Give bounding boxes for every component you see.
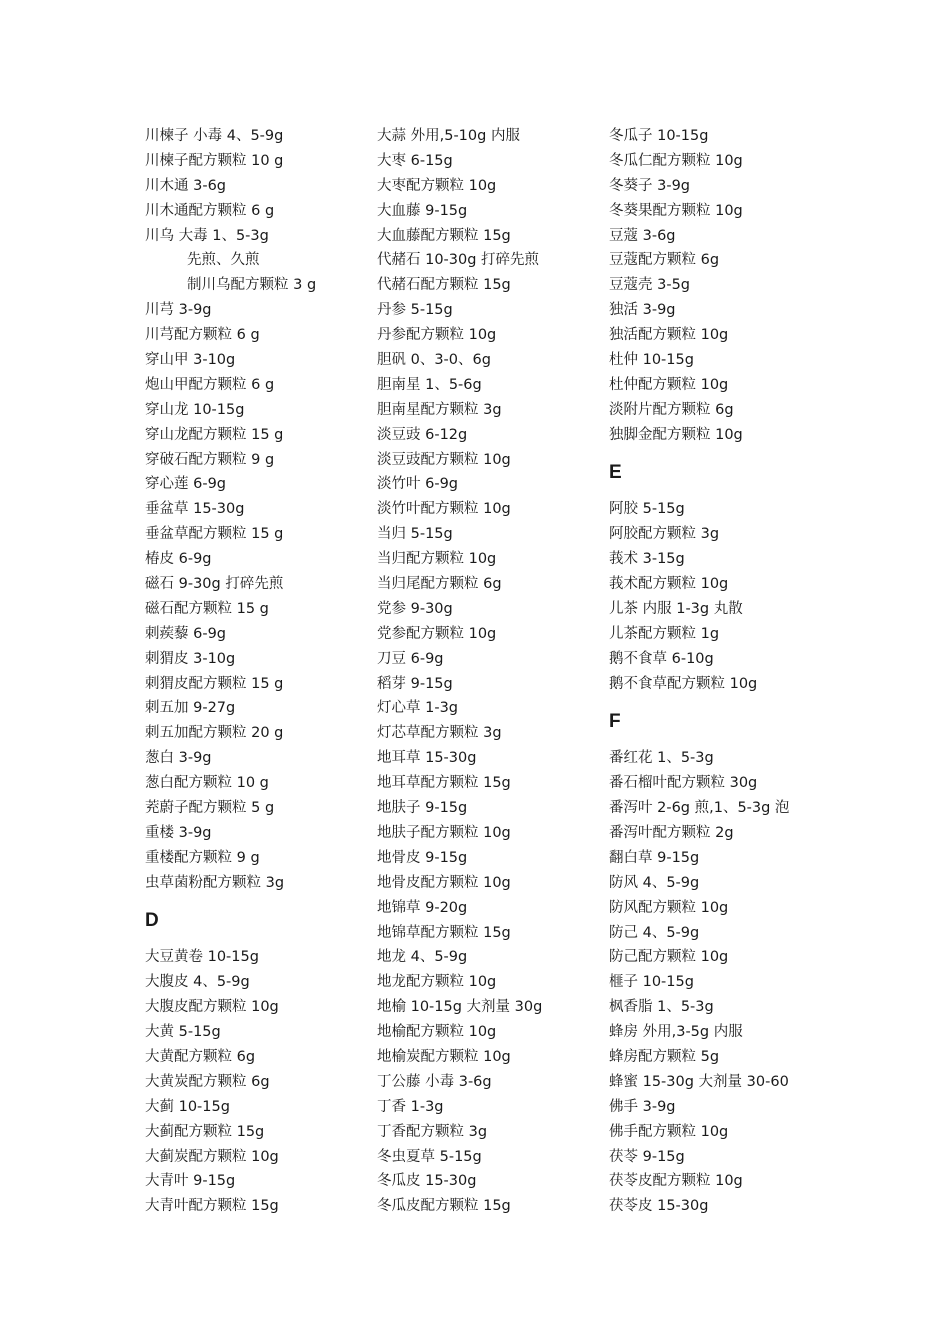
herb-entry: 磁石 9-30g 打碎先煎 (145, 576, 284, 593)
herb-entry: 先煎、久煎 (187, 252, 260, 269)
herb-entry: 穿山龙 10-15g (145, 401, 245, 418)
herb-entry: 垂盆草 15-30g (145, 501, 245, 518)
herb-entry: 地龙 4、5-9g (377, 949, 468, 966)
herb-entry: 大黄配方颗粒 6g (145, 1048, 256, 1065)
column-3 (609, 124, 839, 1219)
section-heading: F (609, 710, 621, 732)
herb-entry: 淡附片配方颗粒 6g (609, 401, 734, 418)
herb-entry: 防己 4、5-9g (609, 924, 700, 941)
herb-entry: 穿心莲 6-9g (145, 476, 226, 493)
herb-entry: 胆南星 1、5-6g (377, 376, 482, 393)
herb-entry: 穿山甲 3-10g (145, 352, 236, 369)
herb-entry: 独脚金配方颗粒 10g (609, 426, 743, 443)
herb-entry: 豆蔻配方颗粒 6g (609, 252, 720, 269)
herb-entry: 重楼配方颗粒 9 g (145, 849, 260, 866)
herb-entry: 虫草菌粉配方颗粒 3g (145, 874, 285, 891)
herb-entry: 冬虫夏草 5-15g (377, 1148, 482, 1165)
herb-entry: 丁香配方颗粒 3g (377, 1123, 488, 1140)
herb-entry: 川木通 3-6g (145, 177, 226, 194)
herb-entry: 蜂房配方颗粒 5g (609, 1048, 720, 1065)
herb-entry: 阿胶配方颗粒 3g (609, 526, 720, 543)
herb-entry: 淡竹叶配方颗粒 10g (377, 501, 511, 518)
herb-entry: 刺五加 9-27g (145, 700, 236, 717)
herb-entry: 代赭石配方颗粒 15g (377, 277, 511, 294)
herb-entry: 防风配方颗粒 10g (609, 899, 729, 916)
herb-entry: 党参 9-30g (377, 600, 453, 617)
herb-entry: 大青叶 9-15g (145, 1173, 236, 1190)
herb-entry: 独活配方颗粒 10g (609, 327, 729, 344)
herb-entry: 蜂房 外用,3-5g 内服 (609, 1024, 743, 1041)
herb-entry: 川乌 大毒 1、5-3g (145, 227, 269, 244)
herb-entry: 番泻叶配方颗粒 2g (609, 824, 734, 841)
herb-entry: 冬瓜仁配方颗粒 10g (609, 152, 743, 169)
herb-entry: 地榆配方颗粒 10g (377, 1024, 497, 1041)
herb-entry: 茺蔚子配方颗粒 5 g (145, 800, 275, 817)
herb-entry: 冬瓜皮 15-30g (377, 1173, 477, 1190)
herb-entry: 番红花 1、5-3g (609, 750, 714, 767)
herb-entry: 地龙配方颗粒 10g (377, 974, 497, 991)
herb-entry: 穿破石配方颗粒 9 g (145, 451, 275, 468)
herb-entry: 地榆 10-15g 大剂量 30g (377, 999, 543, 1016)
herb-entry: 川木通配方颗粒 6 g (145, 202, 275, 219)
herb-entry: 莪术 3-15g (609, 551, 685, 568)
herb-entry: 制川乌配方颗粒 3 g (187, 277, 317, 294)
herb-entry: 当归配方颗粒 10g (377, 551, 497, 568)
herb-entry: 地肤子配方颗粒 10g (377, 824, 511, 841)
herb-entry: 大腹皮 4、5-9g (145, 974, 250, 991)
herb-entry: 独活 3-9g (609, 302, 676, 319)
herb-entry: 灯心草 1-3g (377, 700, 458, 717)
herb-entry: 大血藤配方颗粒 15g (377, 227, 511, 244)
herb-entry: 大豆黄卷 10-15g (145, 949, 259, 966)
section-heading: E (609, 461, 622, 483)
herb-entry: 垂盆草配方颗粒 15 g (145, 526, 284, 543)
section-heading: D (145, 909, 159, 931)
herb-entry: 冬葵子 3-9g (609, 177, 690, 194)
herb-entry: 杜仲配方颗粒 10g (609, 376, 729, 393)
herb-entry: 蜂蜜 15-30g 大剂量 30-60 (609, 1073, 789, 1090)
herb-entry: 地骨皮 9-15g (377, 849, 468, 866)
herb-entry: 刺五加配方颗粒 20 g (145, 725, 284, 742)
herb-entry: 当归尾配方颗粒 6g (377, 576, 502, 593)
herb-entry: 儿茶 内服 1-3g 丸散 (609, 600, 743, 617)
herb-entry: 地耳草配方颗粒 15g (377, 775, 511, 792)
herb-entry: 大枣 6-15g (377, 152, 453, 169)
herb-entry: 代赭石 10-30g 打碎先煎 (377, 252, 540, 269)
herb-entry: 穿山龙配方颗粒 15 g (145, 426, 284, 443)
herb-entry: 儿茶配方颗粒 1g (609, 625, 720, 642)
herb-entry: 鹅不食草 6-10g (609, 650, 714, 667)
herb-entry: 淡竹叶 6-9g (377, 476, 458, 493)
herb-entry: 川楝子 小毒 4、5-9g (145, 128, 284, 144)
herb-entry: 葱白配方颗粒 10 g (145, 775, 269, 792)
herb-entry: 葱白 3-9g (145, 750, 212, 767)
herb-entry: 地耳草 15-30g (377, 750, 477, 767)
herb-entry: 佛手 3-9g (609, 1098, 676, 1115)
herb-entry: 灯芯草配方颗粒 3g (377, 725, 502, 742)
herb-entry: 淡豆豉配方颗粒 10g (377, 451, 511, 468)
herb-entry: 地锦草配方颗粒 15g (377, 924, 511, 941)
herb-entry: 茯苓皮配方颗粒 10g (609, 1173, 743, 1190)
herb-entry: 刀豆 6-9g (377, 650, 444, 667)
herb-entry: 榧子 10-15g (609, 974, 694, 991)
herb-entry: 大血藤 9-15g (377, 202, 468, 219)
herb-entry: 大蓟炭配方颗粒 10g (145, 1148, 279, 1165)
herb-entry: 大青叶配方颗粒 15g (145, 1198, 279, 1215)
herb-entry: 胆矾 0、3-0、6g (377, 352, 491, 369)
herb-entry: 丁香 1-3g (377, 1098, 444, 1115)
herb-entry: 丁公藤 小毒 3-6g (377, 1073, 492, 1090)
herb-entry: 鹅不食草配方颗粒 10g (609, 675, 758, 692)
herb-entry: 冬瓜子 10-15g (609, 128, 709, 144)
herb-entry: 大蓟配方颗粒 15g (145, 1123, 265, 1140)
herb-entry: 地锦草 9-20g (377, 899, 468, 916)
herb-entry: 大蓟 10-15g (145, 1098, 230, 1115)
herb-entry: 豆蔻 3-6g (609, 227, 676, 244)
herb-entry: 茯苓 9-15g (609, 1148, 685, 1165)
herb-entry: 枫香脂 1、5-3g (609, 999, 714, 1016)
herb-entry: 地榆炭配方颗粒 10g (377, 1048, 511, 1065)
herb-entry: 防风 4、5-9g (609, 874, 700, 891)
herb-entry: 冬葵果配方颗粒 10g (609, 202, 743, 219)
herb-entry: 椿皮 6-9g (145, 551, 212, 568)
herb-entry: 茯苓皮 15-30g (609, 1198, 709, 1215)
herb-entry: 稻芽 9-15g (377, 675, 453, 692)
herb-entry: 莪术配方颗粒 10g (609, 576, 729, 593)
herb-entry: 豆蔻壳 3-5g (609, 277, 690, 294)
herb-entry: 大黄 5-15g (145, 1024, 221, 1041)
herb-entry: 大黄炭配方颗粒 6g (145, 1073, 270, 1090)
column-1 (145, 124, 365, 1219)
herb-entry: 佛手配方颗粒 10g (609, 1123, 729, 1140)
herb-entry: 淡豆豉 6-12g (377, 426, 468, 443)
herb-entry: 刺猬皮 3-10g (145, 650, 236, 667)
herb-entry: 川芎 3-9g (145, 302, 212, 319)
herb-entry: 磁石配方颗粒 15 g (145, 600, 269, 617)
herb-entry: 丹参配方颗粒 10g (377, 327, 497, 344)
herb-entry: 大枣配方颗粒 10g (377, 177, 497, 194)
herb-entry: 重楼 3-9g (145, 824, 212, 841)
herb-entry: 刺蒺藜 6-9g (145, 625, 226, 642)
herb-entry: 番石榴叶配方颗粒 30g (609, 775, 758, 792)
herb-entry: 当归 5-15g (377, 526, 453, 543)
herb-entry: 大蒜 外用,5-10g 内服 (377, 128, 520, 144)
herb-entry: 川楝子配方颗粒 10 g (145, 152, 284, 169)
herb-entry: 番泻叶 2-6g 煎,1、5-3g 泡 (609, 800, 790, 817)
herb-entry: 刺猬皮配方颗粒 15 g (145, 675, 284, 692)
herb-entry: 胆南星配方颗粒 3g (377, 401, 502, 418)
herb-entry: 防己配方颗粒 10g (609, 949, 729, 966)
column-2 (377, 124, 602, 1219)
herb-entry: 冬瓜皮配方颗粒 15g (377, 1198, 511, 1215)
herb-entry: 党参配方颗粒 10g (377, 625, 497, 642)
herb-entry: 炮山甲配方颗粒 6 g (145, 376, 275, 393)
herb-entry: 地骨皮配方颗粒 10g (377, 874, 511, 891)
herb-entry: 杜仲 10-15g (609, 352, 694, 369)
herb-entry: 阿胶 5-15g (609, 501, 685, 518)
herb-entry: 地肤子 9-15g (377, 800, 468, 817)
herb-entry: 大腹皮配方颗粒 10g (145, 999, 279, 1016)
herb-entry: 翻白草 9-15g (609, 849, 700, 866)
herb-entry: 川芎配方颗粒 6 g (145, 327, 260, 344)
herb-entry: 丹参 5-15g (377, 302, 453, 319)
